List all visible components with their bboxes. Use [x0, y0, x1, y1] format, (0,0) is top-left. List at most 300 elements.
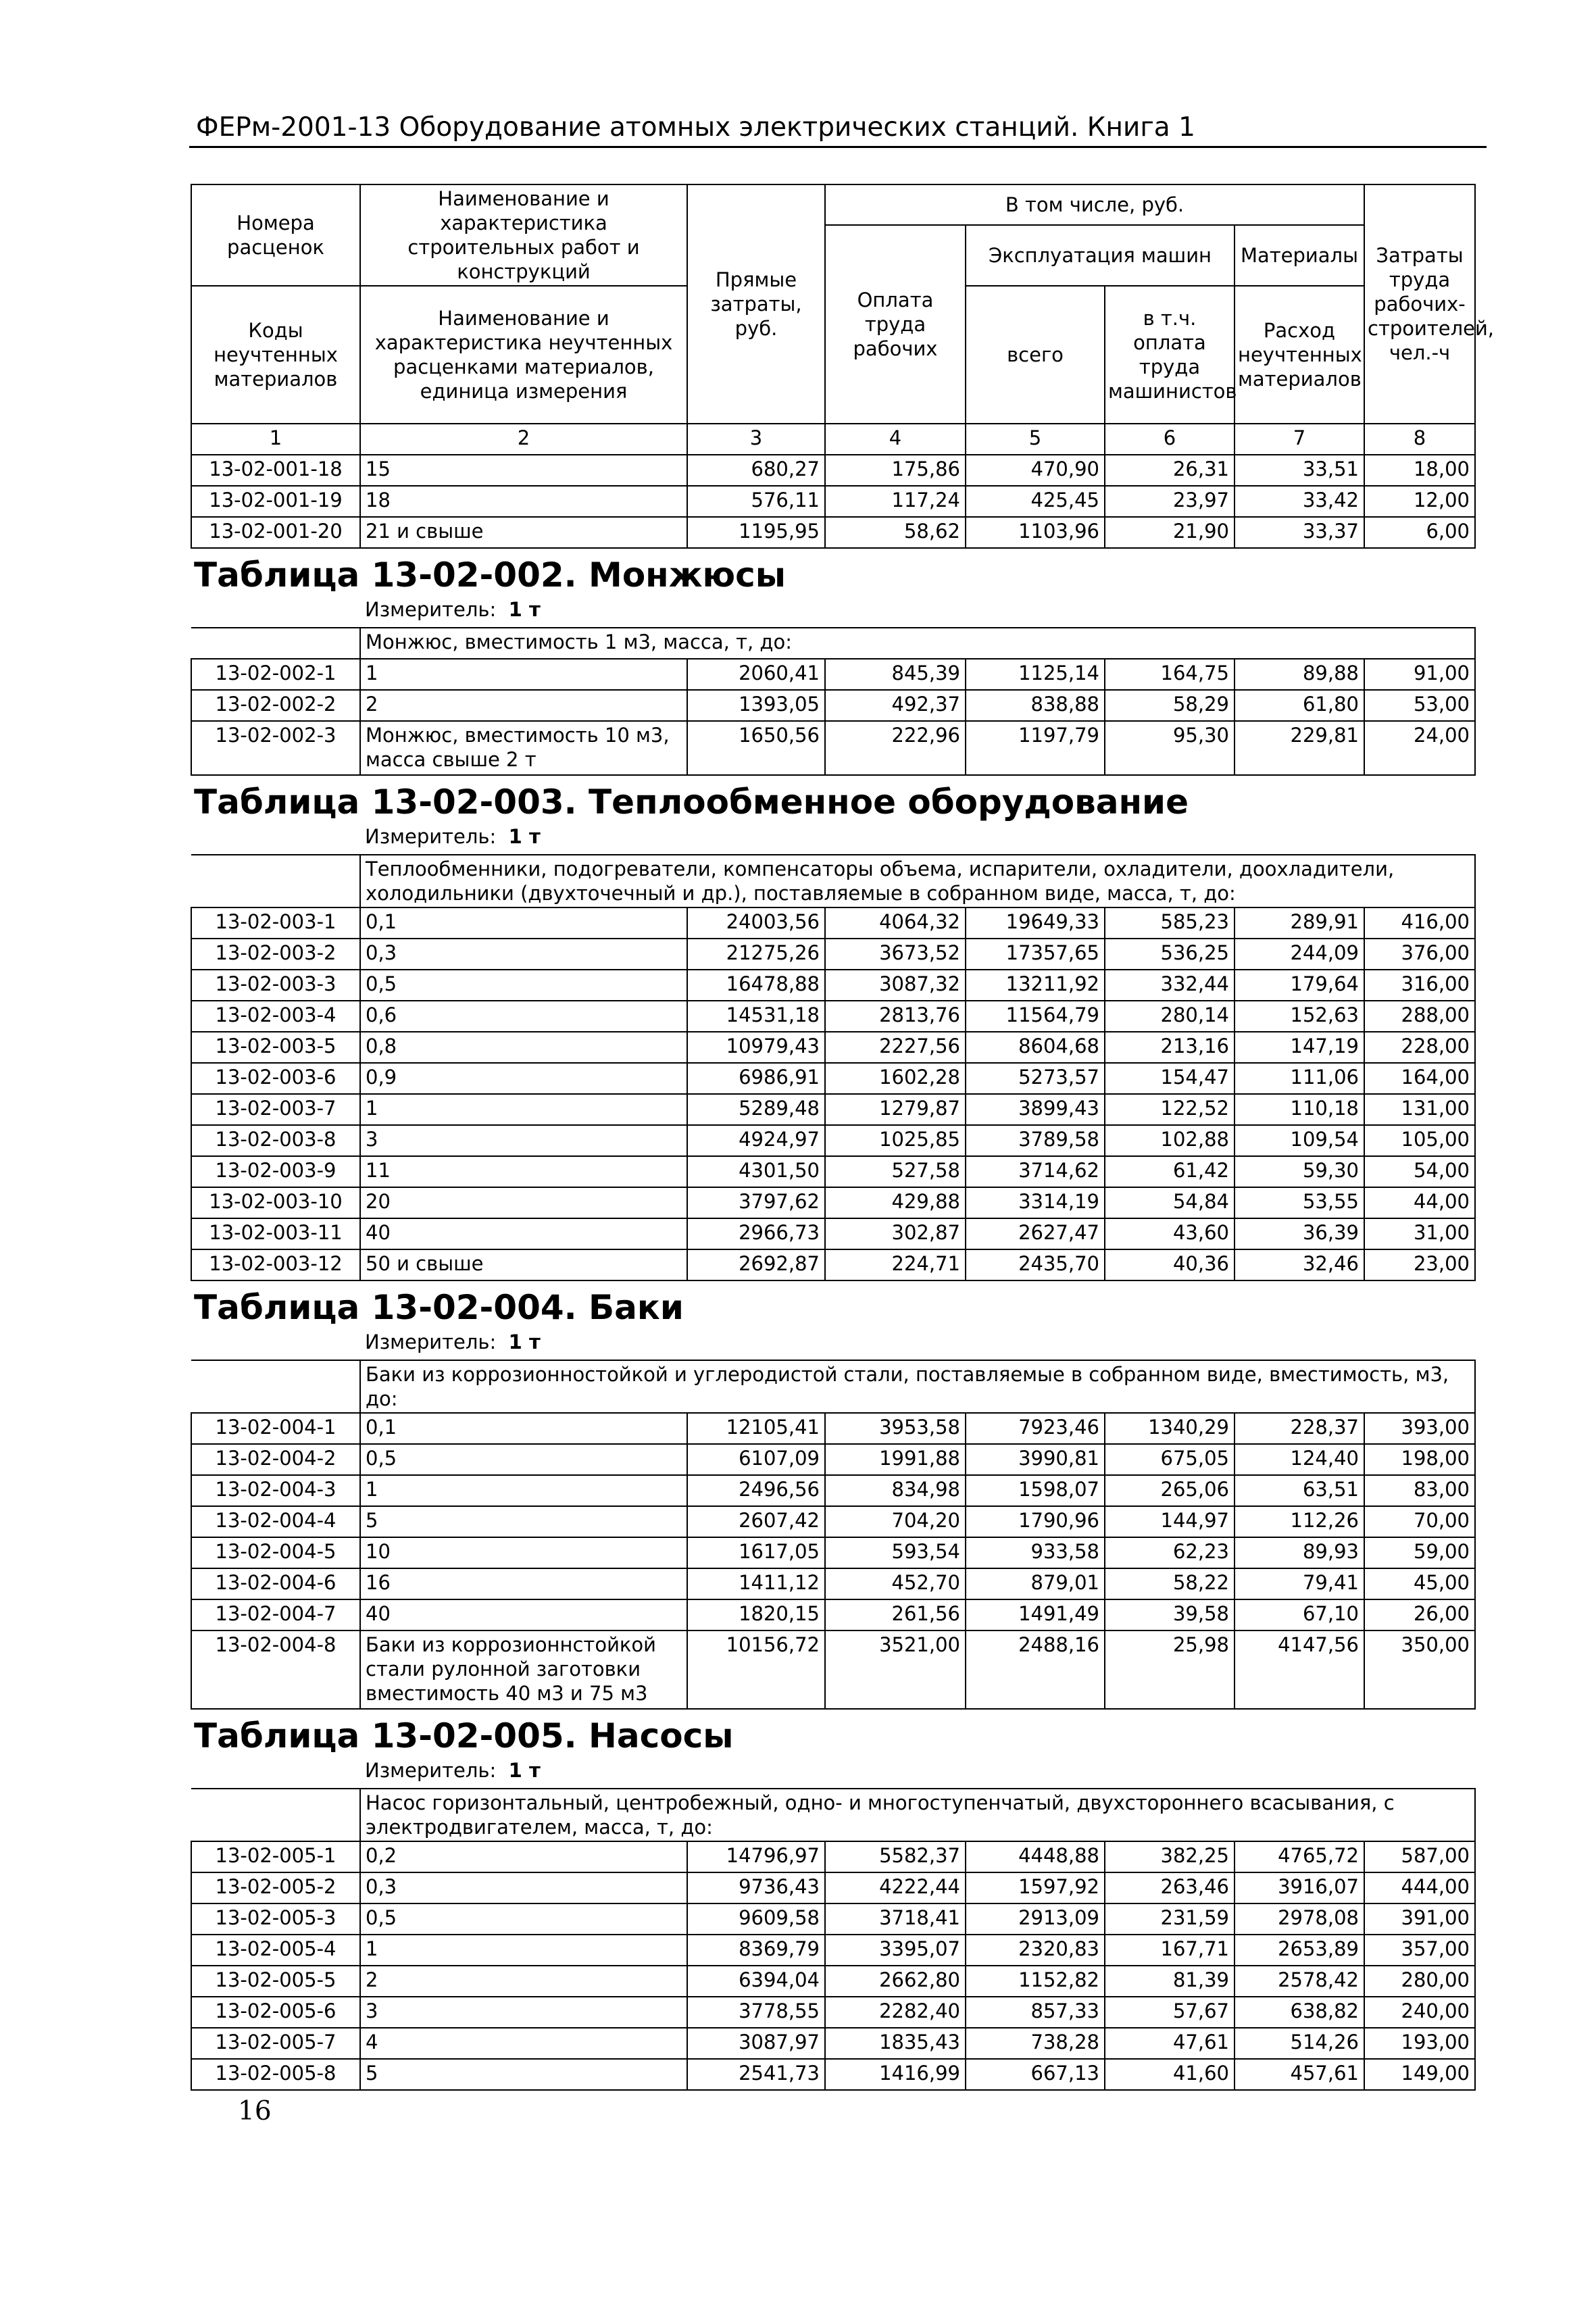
table-row	[191, 1413, 1475, 1444]
value-cell: 1598,07	[966, 1475, 1105, 1506]
column-numbers-row	[191, 424, 1475, 455]
section-title-row	[191, 775, 1475, 823]
table-row	[191, 1187, 1475, 1218]
item-name-cell: 5	[360, 2059, 687, 2090]
item-name-cell: 0,5	[360, 1444, 687, 1475]
value-cell: 845,39	[825, 659, 966, 690]
column-number: 1	[191, 424, 360, 455]
table-row	[191, 455, 1475, 486]
header-name-bottom: Наименование и характеристика неучтенных расценками материалов, единица измерения	[360, 286, 687, 424]
value-cell: 3990,81	[966, 1444, 1105, 1475]
measure-cell	[360, 1328, 1475, 1360]
table-row	[191, 1156, 1475, 1187]
value-cell: 4147,56	[1235, 1631, 1364, 1709]
value-cell: 229,81	[1235, 721, 1364, 775]
value-cell: 57,67	[1105, 1997, 1235, 2028]
value-cell: 332,44	[1105, 970, 1235, 1001]
value-cell: 228,37	[1235, 1413, 1364, 1444]
value-cell: 79,41	[1235, 1568, 1364, 1599]
value-cell: 105,00	[1364, 1125, 1475, 1156]
section-description: Баки из коррозионностойкой и углеродистой стали, поставляемые в собранном виде, вместимость, м3, до:	[360, 1360, 1475, 1413]
value-cell: 425,45	[966, 486, 1105, 517]
value-cell: 109,54	[1235, 1125, 1364, 1156]
value-cell: 8604,68	[966, 1032, 1105, 1063]
measure-label: Измеритель:	[365, 1759, 497, 1782]
table-row	[191, 1475, 1475, 1506]
item-name-cell: 0,2	[360, 1841, 687, 1872]
value-cell: 1991,88	[825, 1444, 966, 1475]
value-cell: 33,51	[1235, 455, 1364, 486]
value-cell: 2913,09	[966, 1903, 1105, 1935]
table-row	[191, 1537, 1475, 1568]
measure-value: 1 т	[508, 598, 541, 621]
section-title-cell	[191, 1709, 1475, 1757]
table-row	[191, 1599, 1475, 1631]
value-cell: 667,13	[966, 2059, 1105, 2090]
section-description: Монжюс, вместимость 1 м3, масса, т, до:	[360, 628, 1475, 659]
rate-code-cell: 13-02-003-7	[191, 1094, 360, 1125]
value-cell: 110,18	[1235, 1094, 1364, 1125]
rate-code-cell: 13-02-005-5	[191, 1966, 360, 1997]
value-cell: 1025,85	[825, 1125, 966, 1156]
header-name-top: Наименование и характеристика строительных работ и конструкций	[360, 184, 687, 286]
item-name-cell: 0,3	[360, 939, 687, 970]
measure-cell	[360, 1757, 1475, 1789]
value-cell: 838,88	[966, 690, 1105, 721]
section-title-row	[191, 1709, 1475, 1757]
header-row-1	[191, 184, 1475, 225]
value-cell: 2320,83	[966, 1935, 1105, 1966]
value-cell: 429,88	[825, 1187, 966, 1218]
item-name-cell: 50 и свыше	[360, 1249, 687, 1280]
value-cell: 31,00	[1364, 1218, 1475, 1249]
value-cell: 4924,97	[687, 1125, 825, 1156]
description-spacer	[191, 1360, 360, 1413]
value-cell: 1195,95	[687, 517, 825, 548]
table-row	[191, 721, 1475, 775]
value-cell: 5582,37	[825, 1841, 966, 1872]
value-cell: 53,00	[1364, 690, 1475, 721]
value-cell: 47,61	[1105, 2028, 1235, 2059]
value-cell: 33,42	[1235, 486, 1364, 517]
value-cell: 382,25	[1105, 1841, 1235, 1872]
value-cell: 24003,56	[687, 907, 825, 939]
value-cell: 536,25	[1105, 939, 1235, 970]
value-cell: 89,88	[1235, 659, 1364, 690]
value-cell: 7923,46	[966, 1413, 1105, 1444]
measure-value: 1 т	[508, 1330, 541, 1353]
column-number: 7	[1235, 424, 1364, 455]
item-name-cell: 11	[360, 1156, 687, 1187]
value-cell: 59,30	[1235, 1156, 1364, 1187]
value-cell: 240,00	[1364, 1997, 1475, 2028]
measure-label: Измеритель:	[365, 825, 497, 848]
value-cell: 63,51	[1235, 1475, 1364, 1506]
item-name-cell: 1	[360, 1094, 687, 1125]
value-cell: 280,14	[1105, 1001, 1235, 1032]
value-cell: 704,20	[825, 1506, 966, 1537]
rate-code-cell: 13-02-004-3	[191, 1475, 360, 1506]
value-cell: 3778,55	[687, 1997, 825, 2028]
item-name-cell: 2	[360, 1966, 687, 1997]
value-cell: 9736,43	[687, 1872, 825, 1903]
value-cell: 61,80	[1235, 690, 1364, 721]
value-cell: 470,90	[966, 455, 1105, 486]
value-cell: 167,71	[1105, 1935, 1235, 1966]
value-cell: 54,84	[1105, 1187, 1235, 1218]
header-code-top: Номера расценок	[191, 184, 360, 286]
value-cell: 280,00	[1364, 1966, 1475, 1997]
value-cell: 2966,73	[687, 1218, 825, 1249]
header-material-use: Расход неучтенных материалов	[1235, 286, 1364, 424]
value-cell: 43,60	[1105, 1218, 1235, 1249]
table-row	[191, 1966, 1475, 1997]
description-row	[191, 1789, 1475, 1841]
value-cell: 40,36	[1105, 1249, 1235, 1280]
column-number: 8	[1364, 424, 1475, 455]
rate-code-cell: 13-02-005-8	[191, 2059, 360, 2090]
value-cell: 587,00	[1364, 1841, 1475, 1872]
table-row	[191, 1935, 1475, 1966]
value-cell: 14531,18	[687, 1001, 825, 1032]
value-cell: 265,06	[1105, 1475, 1235, 1506]
value-cell: 261,56	[825, 1599, 966, 1631]
rate-code-cell: 13-02-004-1	[191, 1413, 360, 1444]
item-name-cell: 1	[360, 1475, 687, 1506]
value-cell: 263,46	[1105, 1872, 1235, 1903]
item-name-cell: 20	[360, 1187, 687, 1218]
rate-code-cell: 13-02-004-7	[191, 1599, 360, 1631]
value-cell: 9609,58	[687, 1903, 825, 1935]
value-cell: 3395,07	[825, 1935, 966, 1966]
value-cell: 193,00	[1364, 2028, 1475, 2059]
item-name-cell: 0,5	[360, 970, 687, 1001]
value-cell: 224,71	[825, 1249, 966, 1280]
table-row	[191, 1997, 1475, 2028]
section-title: Таблица 13-02-002. Монжюсы	[194, 555, 786, 595]
table-row	[191, 1872, 1475, 1903]
value-cell: 228,00	[1364, 1032, 1475, 1063]
value-cell: 391,00	[1364, 1903, 1475, 1935]
value-cell: 12105,41	[687, 1413, 825, 1444]
section-title-cell	[191, 548, 1475, 596]
value-cell: 527,58	[825, 1156, 966, 1187]
rate-code-cell: 13-02-005-3	[191, 1903, 360, 1935]
measure-spacer	[191, 596, 360, 628]
value-cell: 1411,12	[687, 1568, 825, 1599]
value-cell: 213,16	[1105, 1032, 1235, 1063]
value-cell: 8369,79	[687, 1935, 825, 1966]
table-row	[191, 1001, 1475, 1032]
value-cell: 17357,65	[966, 939, 1105, 970]
value-cell: 593,54	[825, 1537, 966, 1568]
rate-code-cell: 13-02-004-6	[191, 1568, 360, 1599]
section-title-cell	[191, 1280, 1475, 1328]
table-row	[191, 1841, 1475, 1872]
value-cell: 244,09	[1235, 939, 1364, 970]
header-code-bottom: Коды неучтенных материалов	[191, 286, 360, 424]
rate-code-cell: 13-02-005-7	[191, 2028, 360, 2059]
table-row	[191, 1444, 1475, 1475]
value-cell: 1416,99	[825, 2059, 966, 2090]
value-cell: 44,00	[1364, 1187, 1475, 1218]
rate-code-cell: 13-02-002-2	[191, 690, 360, 721]
value-cell: 680,27	[687, 455, 825, 486]
rate-code-cell: 13-02-003-2	[191, 939, 360, 970]
value-cell: 91,00	[1364, 659, 1475, 690]
value-cell: 117,24	[825, 486, 966, 517]
value-cell: 3916,07	[1235, 1872, 1364, 1903]
value-cell: 95,30	[1105, 721, 1235, 775]
rate-code-cell: 13-02-004-5	[191, 1537, 360, 1568]
value-cell: 54,00	[1364, 1156, 1475, 1187]
value-cell: 53,55	[1235, 1187, 1364, 1218]
value-cell: 4301,50	[687, 1156, 825, 1187]
value-cell: 3087,97	[687, 2028, 825, 2059]
rate-code-cell: 13-02-003-8	[191, 1125, 360, 1156]
item-name-cell: 3	[360, 1125, 687, 1156]
item-name-cell: 0,8	[360, 1032, 687, 1063]
value-cell: 231,59	[1105, 1903, 1235, 1935]
item-name-cell: 0,9	[360, 1063, 687, 1094]
measure-row	[191, 1328, 1475, 1360]
value-cell: 2227,56	[825, 1032, 966, 1063]
value-cell: 16478,88	[687, 970, 825, 1001]
item-name-cell: 1	[360, 659, 687, 690]
value-cell: 492,37	[825, 690, 966, 721]
value-cell: 4765,72	[1235, 1841, 1364, 1872]
rate-code-cell: 13-02-005-6	[191, 1997, 360, 2028]
value-cell: 2541,73	[687, 2059, 825, 2090]
value-cell: 933,58	[966, 1537, 1105, 1568]
description-spacer	[191, 1789, 360, 1841]
table-row	[191, 486, 1475, 517]
value-cell: 3714,62	[966, 1156, 1105, 1187]
rate-code-cell: 13-02-003-9	[191, 1156, 360, 1187]
table-row	[191, 1094, 1475, 1125]
value-cell: 164,00	[1364, 1063, 1475, 1094]
table-row	[191, 1032, 1475, 1063]
value-cell: 112,26	[1235, 1506, 1364, 1537]
item-name-cell: 0,3	[360, 1872, 687, 1903]
value-cell: 131,00	[1364, 1094, 1475, 1125]
value-cell: 1597,92	[966, 1872, 1105, 1903]
value-cell: 24,00	[1364, 721, 1475, 775]
value-cell: 1602,28	[825, 1063, 966, 1094]
rate-code-cell: 13-02-003-4	[191, 1001, 360, 1032]
section-title-row	[191, 548, 1475, 596]
value-cell: 58,29	[1105, 690, 1235, 721]
item-name-cell: 40	[360, 1599, 687, 1631]
rate-code-cell: 13-02-002-1	[191, 659, 360, 690]
value-cell: 3673,52	[825, 939, 966, 970]
value-cell: 10156,72	[687, 1631, 825, 1709]
value-cell: 416,00	[1364, 907, 1475, 939]
measure-spacer	[191, 1757, 360, 1789]
value-cell: 514,26	[1235, 2028, 1364, 2059]
document-title: ФЕРм-2001-13 Оборудование атомных электрических станций. Книга 1	[196, 112, 1195, 143]
value-cell: 2435,70	[966, 1249, 1105, 1280]
value-cell: 14796,97	[687, 1841, 825, 1872]
value-cell: 13211,92	[966, 970, 1105, 1001]
value-cell: 1835,43	[825, 2028, 966, 2059]
measure-row	[191, 596, 1475, 628]
value-cell: 149,00	[1364, 2059, 1475, 2090]
value-cell: 70,00	[1364, 1506, 1475, 1537]
value-cell: 1650,56	[687, 721, 825, 775]
section-description: Теплообменники, подогреватели, компенсаторы объема, испарители, охладители, доохладители, холодильники (двухточечный и др.), поставляемые в собранном виде, масса, т, до:	[360, 855, 1475, 907]
description-spacer	[191, 855, 360, 907]
value-cell: 350,00	[1364, 1631, 1475, 1709]
header-direct-costs: Прямые затраты, руб.	[687, 184, 825, 424]
value-cell: 3087,32	[825, 970, 966, 1001]
value-cell: 21275,26	[687, 939, 825, 970]
value-cell: 1790,96	[966, 1506, 1105, 1537]
value-cell: 2060,41	[687, 659, 825, 690]
value-cell: 67,10	[1235, 1599, 1364, 1631]
value-cell: 357,00	[1364, 1935, 1475, 1966]
item-name-cell: Баки из коррозионнстойкой стали рулонной заготовки вместимость 40 м3 и 75 м3	[360, 1631, 687, 1709]
price-table	[191, 184, 1495, 2091]
value-cell: 1125,14	[966, 659, 1105, 690]
value-cell: 12,00	[1364, 486, 1475, 517]
header-machines-total: всего	[966, 286, 1105, 424]
item-name-cell: 15	[360, 455, 687, 486]
table-row	[191, 690, 1475, 721]
value-cell: 32,46	[1235, 1249, 1364, 1280]
table-row	[191, 1631, 1475, 1709]
value-cell: 452,70	[825, 1568, 966, 1599]
column-number: 3	[687, 424, 825, 455]
value-cell: 6986,91	[687, 1063, 825, 1094]
column-number: 6	[1105, 424, 1235, 455]
section-title: Таблица 13-02-004. Баки	[194, 1288, 684, 1327]
column-number: 4	[825, 424, 966, 455]
rate-code-cell: 13-02-004-2	[191, 1444, 360, 1475]
item-name-cell: 0,5	[360, 1903, 687, 1935]
value-cell: 576,11	[687, 486, 825, 517]
value-cell: 111,06	[1235, 1063, 1364, 1094]
value-cell: 179,64	[1235, 970, 1364, 1001]
value-cell: 6,00	[1364, 517, 1475, 548]
value-cell: 58,22	[1105, 1568, 1235, 1599]
value-cell: 444,00	[1364, 1872, 1475, 1903]
measure-row	[191, 823, 1475, 855]
rate-code-cell: 13-02-001-20	[191, 517, 360, 548]
value-cell: 3314,19	[966, 1187, 1105, 1218]
value-cell: 154,47	[1105, 1063, 1235, 1094]
rate-code-cell: 13-02-003-6	[191, 1063, 360, 1094]
value-cell: 1491,49	[966, 1599, 1105, 1631]
rate-code-cell: 13-02-003-10	[191, 1187, 360, 1218]
measure-label: Измеритель:	[365, 1330, 497, 1353]
title-underline	[189, 146, 1487, 148]
value-cell: 457,61	[1235, 2059, 1364, 2090]
value-cell: 1617,05	[687, 1537, 825, 1568]
value-cell: 6107,09	[687, 1444, 825, 1475]
value-cell: 834,98	[825, 1475, 966, 1506]
value-cell: 175,86	[825, 455, 966, 486]
section-title-cell	[191, 775, 1475, 823]
value-cell: 2662,80	[825, 1966, 966, 1997]
description-spacer	[191, 628, 360, 659]
value-cell: 61,42	[1105, 1156, 1235, 1187]
section-description: Насос горизонтальный, центробежный, одно- и многоступенчатый, двухстороннего всасывания, с электродвигателем, масса, т, до:	[360, 1789, 1475, 1841]
rate-code-cell: 13-02-005-2	[191, 1872, 360, 1903]
value-cell: 393,00	[1364, 1413, 1475, 1444]
table-row	[191, 939, 1475, 970]
page-number: 16	[238, 2096, 272, 2126]
value-cell: 1152,82	[966, 1966, 1105, 1997]
value-cell: 45,00	[1364, 1568, 1475, 1599]
rate-code-cell: 13-02-005-1	[191, 1841, 360, 1872]
rate-code-cell: 13-02-003-11	[191, 1218, 360, 1249]
rate-code-cell: 13-02-005-4	[191, 1935, 360, 1966]
value-cell: 1197,79	[966, 721, 1105, 775]
value-cell: 3953,58	[825, 1413, 966, 1444]
measure-cell	[360, 823, 1475, 855]
rate-code-cell: 13-02-003-3	[191, 970, 360, 1001]
value-cell: 2578,42	[1235, 1966, 1364, 1997]
measure-value: 1 т	[508, 825, 541, 848]
value-cell: 1279,87	[825, 1094, 966, 1125]
value-cell: 26,31	[1105, 455, 1235, 486]
value-cell: 2978,08	[1235, 1903, 1364, 1935]
value-cell: 1393,05	[687, 690, 825, 721]
header-wages: Оплата труда рабочих	[825, 225, 966, 424]
value-cell: 122,52	[1105, 1094, 1235, 1125]
value-cell: 857,33	[966, 1997, 1105, 2028]
value-cell: 1103,96	[966, 517, 1105, 548]
item-name-cell: 3	[360, 1997, 687, 2028]
value-cell: 164,75	[1105, 659, 1235, 690]
item-name-cell: 16	[360, 1568, 687, 1599]
value-cell: 2627,47	[966, 1218, 1105, 1249]
rate-code-cell: 13-02-002-3	[191, 721, 360, 775]
value-cell: 1820,15	[687, 1599, 825, 1631]
rate-code-cell: 13-02-001-19	[191, 486, 360, 517]
value-cell: 81,39	[1105, 1966, 1235, 1997]
rate-code-cell: 13-02-004-4	[191, 1506, 360, 1537]
rate-code-cell: 13-02-003-5	[191, 1032, 360, 1063]
value-cell: 23,97	[1105, 486, 1235, 517]
table-row	[191, 659, 1475, 690]
value-cell: 879,01	[966, 1568, 1105, 1599]
item-name-cell: Монжюс, вместимость 10 м3, масса свыше 2 т	[360, 721, 687, 775]
item-name-cell: 0,1	[360, 1413, 687, 1444]
table-row	[191, 2028, 1475, 2059]
value-cell: 2653,89	[1235, 1935, 1364, 1966]
value-cell: 26,00	[1364, 1599, 1475, 1631]
table-row	[191, 907, 1475, 939]
measure-value: 1 т	[508, 1759, 541, 1782]
value-cell: 638,82	[1235, 1997, 1364, 2028]
value-cell: 2692,87	[687, 1249, 825, 1280]
table-row	[191, 517, 1475, 548]
value-cell: 89,93	[1235, 1537, 1364, 1568]
value-cell: 5289,48	[687, 1094, 825, 1125]
item-name-cell: 21 и свыше	[360, 517, 687, 548]
value-cell: 152,63	[1235, 1001, 1364, 1032]
item-name-cell: 0,1	[360, 907, 687, 939]
value-cell: 19649,33	[966, 907, 1105, 939]
value-cell: 33,37	[1235, 517, 1364, 548]
value-cell: 10979,43	[687, 1032, 825, 1063]
header-materials: Материалы	[1235, 225, 1364, 286]
item-name-cell: 40	[360, 1218, 687, 1249]
description-row	[191, 628, 1475, 659]
value-cell: 144,97	[1105, 1506, 1235, 1537]
